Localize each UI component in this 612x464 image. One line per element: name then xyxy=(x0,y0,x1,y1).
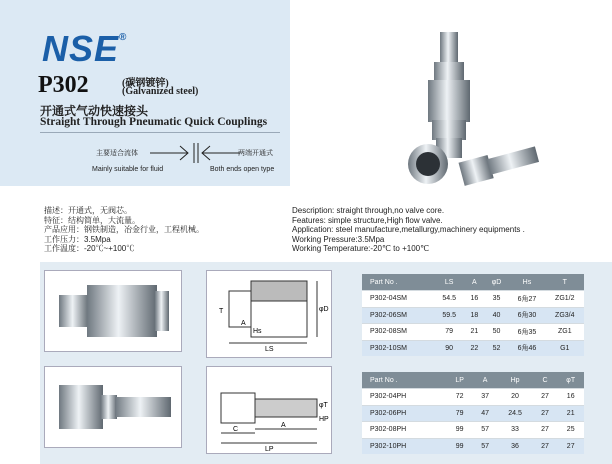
table-header-row xyxy=(362,372,584,389)
cell: G1 xyxy=(546,340,584,356)
cell: P302-06PH xyxy=(362,405,447,422)
table-row xyxy=(362,291,584,308)
cell: 47 xyxy=(473,405,498,422)
dim-label-d: φD xyxy=(319,306,329,313)
table-row xyxy=(362,324,584,341)
plug-photo xyxy=(44,366,182,448)
cell: ZG1 xyxy=(546,324,584,341)
cell: 18 xyxy=(464,307,485,324)
plug-drawing xyxy=(206,366,332,454)
cell: P302-04PH xyxy=(362,389,447,406)
desc-cn-line: 工作温度：-20℃~+100℃ xyxy=(44,244,135,253)
desc-en-line: Application: steel manufacture,metallurgy,machinery equipments . xyxy=(292,225,525,234)
cell: ZG3/4 xyxy=(546,307,584,324)
cell: 6角30 xyxy=(508,307,545,324)
cell: 25 xyxy=(557,422,584,439)
cell: 54.5 xyxy=(434,291,464,308)
dim-label-a: A xyxy=(241,320,246,327)
table-row xyxy=(362,438,584,454)
col-header: Hs xyxy=(508,274,545,291)
table-header-row xyxy=(362,274,584,291)
cell: P302-10SM xyxy=(362,340,434,356)
cell: 36 xyxy=(497,438,532,454)
brand-logo: NSE® xyxy=(42,28,128,69)
cell: 52 xyxy=(485,340,509,356)
socket-photo xyxy=(44,270,182,352)
model-code: P302 xyxy=(38,72,89,98)
dim-label-lp: LP xyxy=(265,446,274,453)
cell: 37 xyxy=(473,389,498,406)
cell: 27 xyxy=(533,405,558,422)
legend-right-cn: 两端开通式 xyxy=(238,150,273,157)
cell: 27 xyxy=(557,438,584,454)
cell: 40 xyxy=(485,307,509,324)
table-row xyxy=(362,422,584,439)
col-header: A xyxy=(464,274,485,291)
desc-cn-line: 描述：开通式，无阀芯。 xyxy=(44,206,132,215)
table-row xyxy=(362,340,584,356)
cell: 27 xyxy=(533,422,558,439)
cell: 90 xyxy=(434,340,464,356)
cell: 16 xyxy=(464,291,485,308)
col-header: A xyxy=(473,372,498,389)
cell: P302-08PH xyxy=(362,422,447,439)
cell: ZG1/2 xyxy=(546,291,584,308)
description-cn xyxy=(44,206,204,254)
desc-en-line: Description: straight through,no valve core. xyxy=(292,206,445,215)
cell: 24.5 xyxy=(497,405,532,422)
dim-label-ls: LS xyxy=(265,346,274,353)
material-cn: (碳钢镀锌) xyxy=(122,78,169,89)
col-header: φT xyxy=(557,372,584,389)
coupling-symbol-icon xyxy=(150,138,240,168)
table-row xyxy=(362,389,584,406)
cell: 99 xyxy=(447,422,473,439)
cell: 6角35 xyxy=(508,324,545,341)
legend-right-en: Both ends open type xyxy=(210,166,275,173)
socket-drawing xyxy=(206,270,332,358)
cell: P302-10PH xyxy=(362,438,447,454)
cell: 72 xyxy=(447,389,473,406)
legend-left-en: Mainly suitable for fluid xyxy=(92,166,164,173)
socket-spec-table xyxy=(362,274,584,356)
col-header: LS xyxy=(434,274,464,291)
table-row xyxy=(362,307,584,324)
cell: 6角46 xyxy=(508,340,545,356)
cell: 20 xyxy=(497,389,532,406)
product-photo xyxy=(400,28,560,188)
desc-en-line: Working Temperature:-20℃ to +100℃ xyxy=(292,244,430,253)
dim-label-hp: HP xyxy=(319,416,329,423)
cell: 27 xyxy=(533,389,558,406)
cell: 59.5 xyxy=(434,307,464,324)
dim-label-hs: Hs xyxy=(253,328,262,335)
description-en xyxy=(292,206,525,254)
desc-en-line: Working Pressure:3.5Mpa xyxy=(292,234,385,244)
cell: 79 xyxy=(447,405,473,422)
cell: 57 xyxy=(473,422,498,439)
desc-cn-line: 产品应用：钢铁制造，冶金行业，工程机械。 xyxy=(44,225,204,234)
header-divider xyxy=(40,132,280,133)
cell: 79 xyxy=(434,324,464,341)
title-cn: 开通式气动快速接头 xyxy=(40,104,149,118)
desc-cn-line: 工作压力：3.5Mpa xyxy=(44,234,111,244)
desc-en-line: Features: simple structure,High flow valve. xyxy=(292,215,443,225)
dim-label-t: φT xyxy=(319,402,328,409)
material-en: (Galvanized steel) xyxy=(122,86,199,97)
col-header: Part No . xyxy=(362,372,447,389)
cell: 99 xyxy=(447,438,473,454)
legend-left-cn: 主要适合流体 xyxy=(96,150,138,157)
col-header: T xyxy=(546,274,584,291)
cell: 6角27 xyxy=(508,291,545,308)
dim-label-t: T xyxy=(219,308,224,315)
cell: 57 xyxy=(473,438,498,454)
cell: P302-08SM xyxy=(362,324,434,341)
cell: 33 xyxy=(497,422,532,439)
dim-label-c: C xyxy=(233,426,239,433)
cell: P302-04SM xyxy=(362,291,434,308)
cell: 27 xyxy=(533,438,558,454)
cell: 16 xyxy=(557,389,584,406)
col-header: Part No . xyxy=(362,274,434,291)
col-header: LP xyxy=(447,372,473,389)
cell: 21 xyxy=(557,405,584,422)
table-row xyxy=(362,405,584,422)
col-header: Hp xyxy=(497,372,532,389)
desc-cn-line: 特征：结构简单，大流量。 xyxy=(44,215,140,225)
dim-label-a: A xyxy=(281,422,286,429)
cell: 22 xyxy=(464,340,485,356)
cell: 35 xyxy=(485,291,509,308)
col-header: C xyxy=(533,372,558,389)
cell: 21 xyxy=(464,324,485,341)
title-en: Straight Through Pneumatic Quick Couplings xyxy=(40,116,268,128)
plug-spec-table xyxy=(362,372,584,454)
cell: 50 xyxy=(485,324,509,341)
col-header: φD xyxy=(485,274,509,291)
cell: P302-06SM xyxy=(362,307,434,324)
